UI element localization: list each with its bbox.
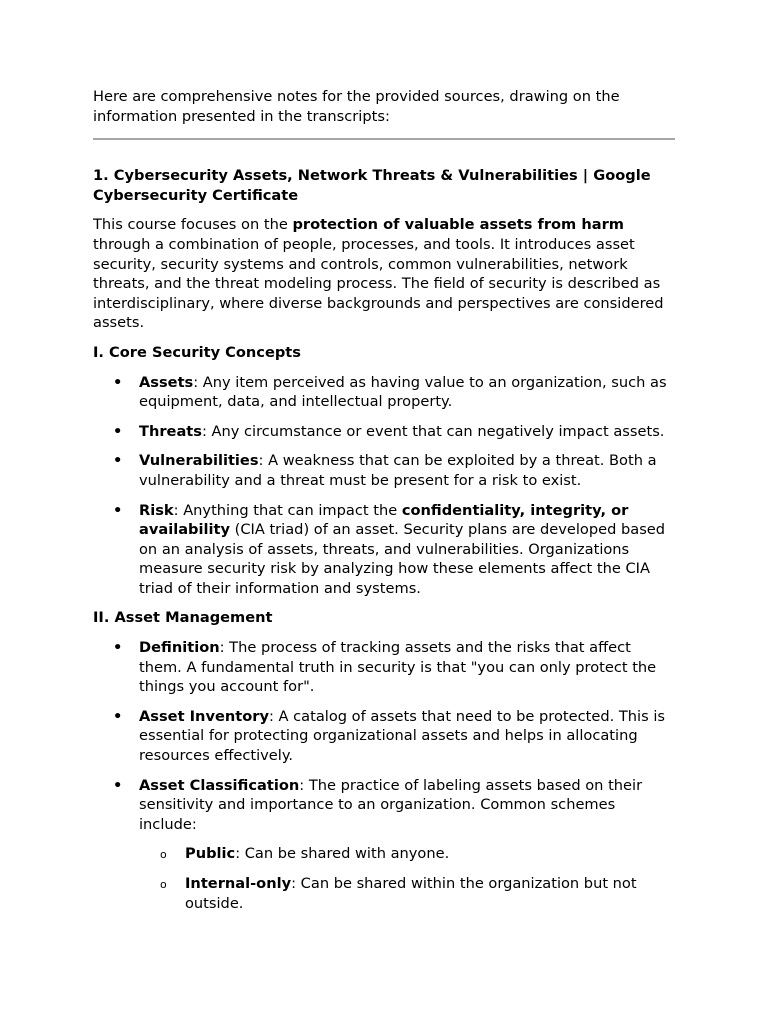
list-item-text: : Any item perceived as having value to an organization, such as equipment, data, and intellectual property. <box>139 373 667 411</box>
list-item-text: (CIA triad) of an asset. Security plans are developed based on an analysis of assets, threats, and vulnerabilities. Organizations measure security risk by analyzing how these elements affect the CIA triad of their information and systems. <box>139 521 666 597</box>
list-item-term: Definition <box>139 639 220 657</box>
bullet-icon: • <box>113 373 123 391</box>
sub-list-item-term: Public <box>185 845 236 863</box>
circle-bullet-icon: o <box>160 848 167 862</box>
list-item <box>93 638 675 697</box>
list-item-text: : A weakness that can be exploited by a threat. Both a vulnerability and a threat must be present for a risk to exist. <box>139 452 657 489</box>
list-item <box>93 501 675 599</box>
list-item <box>93 776 675 914</box>
intro-paragraph: Here are comprehensive notes for the provided sources, drawing on the information presented in the transcripts: <box>93 88 620 125</box>
section-title: 1. Cybersecurity Assets, Network Threats & Vulnerabilities | Google Cybersecurity Certificate <box>93 167 651 204</box>
list-item-text: : The practice of labeling assets based on their sensitivity and importance to an organization. Common schemes include: <box>139 776 643 833</box>
list-item <box>93 422 675 442</box>
sub-list-item <box>139 874 675 913</box>
bullet-icon: • <box>113 707 123 725</box>
horizontal-rule <box>93 138 675 140</box>
list-item-text: : A catalog of assets that need to be protected. This is essential for protecting organizational assets and helps in allocating resources effectively. <box>139 707 665 765</box>
asset-management-heading: II. Asset Management <box>93 609 273 627</box>
bullet-icon: • <box>113 776 123 794</box>
list-item-bold: confidentiality, integrity, or availability <box>139 501 629 539</box>
list-item-term: Risk <box>139 501 174 519</box>
para-text-bold: protection of valuable assets from harm <box>292 216 624 234</box>
section-intro-paragraph <box>93 215 675 333</box>
list-item-term: Threats <box>139 422 202 440</box>
sub-list-item <box>139 844 675 864</box>
list-item <box>93 373 675 412</box>
sub-list-item-term: Internal-only <box>185 875 292 892</box>
bullet-icon: • <box>113 501 123 519</box>
bullet-icon: • <box>113 452 123 470</box>
classification-sublist <box>139 844 675 913</box>
list-item-text: : The process of tracking assets and the risks that affect them. A fundamental truth in security is that "you can only protect the things you account for". <box>139 639 657 696</box>
list-item-term: Asset Inventory <box>139 707 269 725</box>
asset-management-list <box>93 638 675 913</box>
core-concepts-heading: I. Core Security Concepts <box>93 343 301 361</box>
sub-list-item-text: : Can be shared with anyone. <box>235 845 450 863</box>
core-concepts-list <box>93 373 675 599</box>
list-item <box>93 451 675 490</box>
circle-bullet-icon: o <box>160 878 167 891</box>
bullet-icon: • <box>113 422 123 440</box>
list-item-text: : Anything that can impact the <box>173 501 402 519</box>
para-text-post: through a combination of people, processes, and tools. It introduces asset security, security systems and controls, common vulnerabilities, network threats, and the threat modeling process. The field of security is described as interdisciplinary, where diverse backgrounds and perspectives are considered assets. <box>93 235 664 332</box>
list-item <box>93 707 675 766</box>
para-text-pre: This course focuses on the <box>93 216 293 234</box>
list-item-term: Vulnerabilities <box>139 452 259 470</box>
list-item-term: Asset Classification <box>139 776 300 794</box>
list-item-term: Assets <box>139 373 194 391</box>
bullet-icon: • <box>113 639 123 657</box>
sub-list-item-text: : Can be shared within the organization but not outside. <box>185 875 637 912</box>
list-item-text: : Any circumstance or event that can negatively impact assets. <box>201 422 665 440</box>
document-content <box>93 87 675 923</box>
